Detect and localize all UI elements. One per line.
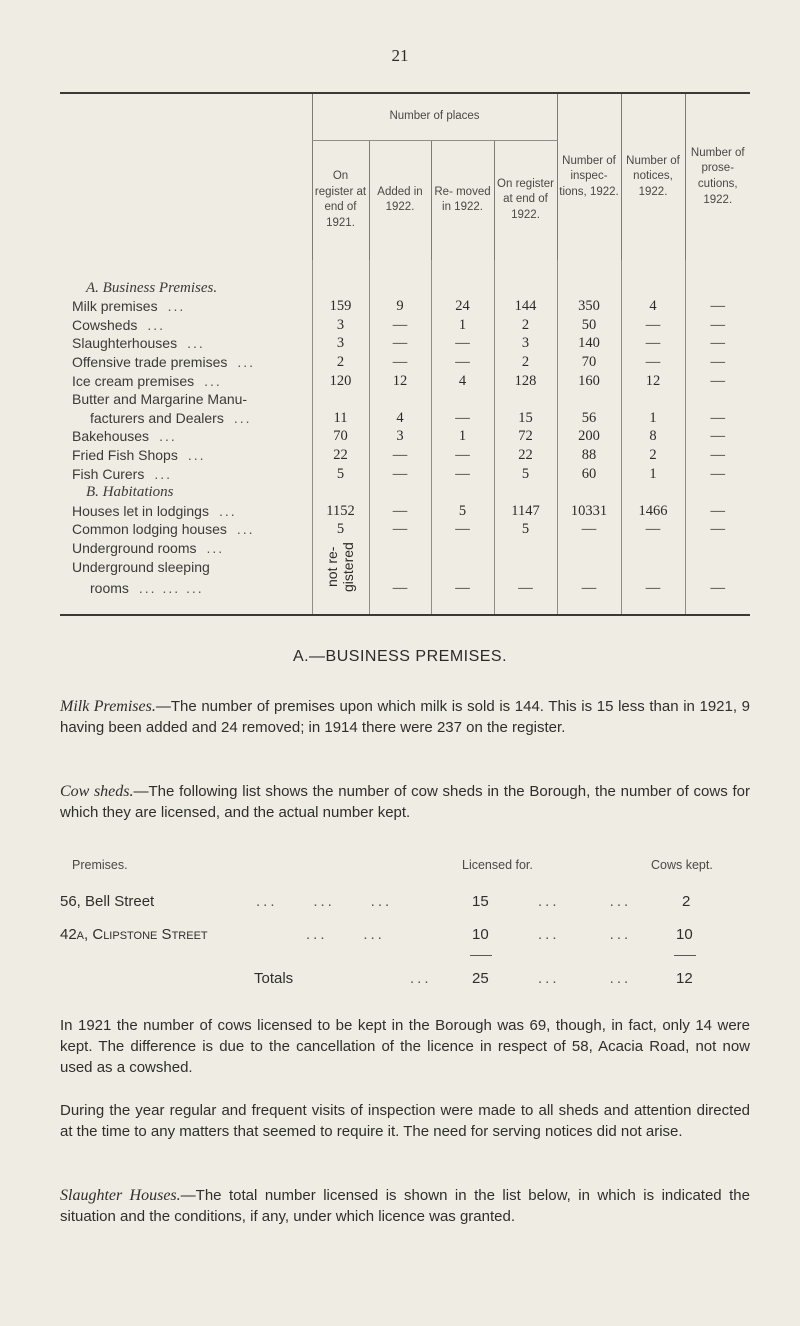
table-cell bbox=[621, 558, 685, 577]
table-cell: — bbox=[431, 465, 494, 484]
number-of-places-header: Number of places bbox=[312, 94, 557, 140]
table-cell: — bbox=[369, 353, 431, 372]
leader-dots: ... ... bbox=[538, 893, 632, 910]
table-cell: — bbox=[431, 446, 494, 465]
table-cell: 5 bbox=[494, 465, 557, 484]
leader-dots: ... ... bbox=[538, 970, 632, 987]
row-label bbox=[60, 390, 312, 409]
table-row bbox=[60, 539, 750, 558]
row-label bbox=[60, 520, 312, 539]
cows-kept-header: Cows kept. bbox=[651, 858, 713, 872]
table-row bbox=[60, 316, 750, 335]
table-cell: — bbox=[685, 372, 750, 391]
table-cell: 120 bbox=[312, 372, 369, 391]
table-cell: 144 bbox=[494, 297, 557, 316]
table-cell: — bbox=[621, 576, 685, 600]
row-label-text: Fish Curers bbox=[72, 465, 145, 482]
table-cell: 4 bbox=[369, 409, 431, 428]
row-label-text: Cowsheds bbox=[72, 316, 138, 333]
table-cell: — bbox=[431, 353, 494, 372]
table-cell: 3 bbox=[494, 334, 557, 353]
table-cell: 88 bbox=[557, 446, 621, 465]
leader-dots: ... ... bbox=[538, 926, 632, 943]
leader-dots: ... bbox=[233, 409, 252, 426]
table-cell: — bbox=[431, 334, 494, 353]
leader-dots: ... ... ... bbox=[256, 893, 393, 910]
paragraph-visits: During the year regular and frequent visits of inspection were made to all sheds and attention directed at the time to any matters that seemed to require it. The need for serving notices did not arise. bbox=[60, 1102, 750, 1140]
milk-premises-text: —The number of premises upon which milk is sold is 144. This is 15 less than in 1921, 9 having been added and 24 removed; in 1914 there were 237 on the register. bbox=[60, 698, 751, 736]
table-row bbox=[60, 558, 750, 577]
table-cell: 2 bbox=[621, 446, 685, 465]
table-cell: — bbox=[685, 465, 750, 484]
table-row bbox=[60, 353, 750, 372]
table-cell: 2 bbox=[494, 316, 557, 335]
premises-cell: 56, Bell Street bbox=[60, 893, 155, 910]
table-cell: — bbox=[685, 297, 750, 316]
kept-cell: 2 bbox=[682, 893, 691, 910]
totals-row bbox=[60, 970, 750, 990]
leader-dots: ... bbox=[204, 372, 222, 389]
table-cell: 60 bbox=[557, 465, 621, 484]
row-label-text: Underground rooms bbox=[72, 539, 197, 556]
table-cell bbox=[494, 390, 557, 409]
table-cell: 4 bbox=[431, 372, 494, 391]
table-cell bbox=[369, 390, 431, 409]
table-row bbox=[60, 893, 750, 913]
table-cell: 160 bbox=[557, 372, 621, 391]
table-cell: — bbox=[557, 576, 621, 600]
row-label-text: rooms bbox=[90, 579, 129, 596]
table-cell: — bbox=[369, 334, 431, 353]
table-cell: 3 bbox=[369, 427, 431, 446]
leader-dots: ... ... bbox=[306, 926, 385, 943]
table-cell: 72 bbox=[494, 427, 557, 446]
table-cell: — bbox=[557, 520, 621, 539]
table-cell: — bbox=[621, 316, 685, 335]
table-cell: 5 bbox=[312, 520, 369, 539]
table-cell: 56 bbox=[557, 409, 621, 428]
table-cell: 22 bbox=[312, 446, 369, 465]
table-cell: — bbox=[685, 502, 750, 521]
table-row bbox=[60, 483, 750, 502]
leader-dots: ... bbox=[167, 298, 186, 315]
label-column-header bbox=[60, 94, 312, 260]
table-row bbox=[60, 427, 750, 446]
row-label-text: Slaughterhouses bbox=[72, 335, 178, 352]
table-cell bbox=[557, 558, 621, 577]
table-cell: 140 bbox=[557, 334, 621, 353]
row-label bbox=[60, 427, 312, 446]
totals-label: Totals bbox=[254, 970, 294, 987]
leader-dots: ... bbox=[236, 521, 255, 538]
table-row bbox=[60, 576, 750, 600]
not-registered-text: not re- gistered bbox=[323, 541, 356, 592]
table-row bbox=[60, 446, 750, 465]
table-cell: — bbox=[685, 334, 750, 353]
table-cell: 1147 bbox=[494, 502, 557, 521]
table-cell: — bbox=[369, 520, 431, 539]
row-label-text: Underground sleeping bbox=[72, 558, 210, 575]
table-cell: 3 bbox=[312, 334, 369, 353]
table-cell: 4 bbox=[621, 297, 685, 316]
table-cell: 200 bbox=[557, 427, 621, 446]
leader-dots: ... bbox=[206, 539, 225, 556]
table-cell: — bbox=[369, 576, 431, 600]
table-cell: — bbox=[685, 409, 750, 428]
row-label bbox=[60, 372, 312, 391]
table-cell: — bbox=[685, 576, 750, 600]
table-cell: 1 bbox=[431, 427, 494, 446]
kept-cell: 10 bbox=[676, 926, 693, 943]
table-cell: — bbox=[621, 334, 685, 353]
row-label-text: facturers and Dealers bbox=[90, 409, 224, 426]
table-cell: 128 bbox=[494, 372, 557, 391]
row-label-text: Ice cream premises bbox=[72, 372, 195, 389]
table-cell: 70 bbox=[312, 427, 369, 446]
table-row bbox=[60, 372, 750, 391]
leader-dots: ... bbox=[154, 465, 173, 482]
table-cell: 10331 bbox=[557, 502, 621, 521]
table-cell bbox=[431, 558, 494, 577]
row-label bbox=[60, 502, 312, 521]
sum-rule bbox=[674, 955, 696, 956]
table-cell: — bbox=[431, 409, 494, 428]
table-cell: 1 bbox=[431, 316, 494, 335]
cow-sheds-paragraph bbox=[60, 781, 750, 823]
table-row bbox=[60, 926, 750, 946]
row-label-text: Fried Fish Shops bbox=[72, 446, 178, 463]
table-row bbox=[60, 520, 750, 539]
table-cell bbox=[685, 558, 750, 577]
table-cell bbox=[312, 390, 369, 409]
row-label bbox=[60, 316, 312, 335]
table-cell bbox=[621, 390, 685, 409]
row-label bbox=[60, 465, 312, 484]
leader-dots: ... bbox=[159, 428, 177, 445]
leader-dots: ... bbox=[237, 353, 256, 370]
table-cell: — bbox=[494, 576, 557, 600]
leader-dots: ... bbox=[187, 335, 205, 352]
leader-dots: ... ... ... bbox=[138, 579, 204, 596]
added-header: Added in 1922. bbox=[369, 140, 431, 260]
table-cell: — bbox=[369, 465, 431, 484]
notices-header: Number of notices, 1922. bbox=[621, 94, 685, 260]
table-cell bbox=[557, 390, 621, 409]
slaughter-houses-paragraph bbox=[60, 1185, 750, 1227]
row-label bbox=[60, 539, 312, 558]
table-row bbox=[60, 502, 750, 521]
table-cell: 24 bbox=[431, 297, 494, 316]
table-cell bbox=[431, 539, 494, 558]
milk-premises-paragraph bbox=[60, 696, 750, 738]
prosecutions-header: Number of prose- cutions, 1922. bbox=[685, 94, 750, 260]
table-cell: — bbox=[685, 446, 750, 465]
cow-sheds-table bbox=[60, 858, 750, 998]
table-cell: — bbox=[685, 353, 750, 372]
leader-dots: ... bbox=[147, 316, 166, 333]
slaughter-houses-text: —The total number licensed is shown in the list below, in which is indicated the situation and the conditions, if any, under which licence was granted. bbox=[60, 1187, 750, 1225]
licensed-cell: 15 bbox=[472, 893, 489, 910]
row-label bbox=[60, 576, 312, 600]
row-label-text: Milk premises bbox=[72, 298, 158, 315]
milk-premises-title: Milk Premises. bbox=[60, 698, 156, 715]
table-cell: — bbox=[685, 520, 750, 539]
table-cell: — bbox=[369, 502, 431, 521]
row-label-text: Common lodging houses bbox=[72, 521, 227, 538]
row-label bbox=[60, 558, 312, 577]
table-cell: 50 bbox=[557, 316, 621, 335]
section-heading: A.—BUSINESS PREMISES. bbox=[292, 648, 508, 665]
table-cell: 11 bbox=[312, 409, 369, 428]
not-registered-note bbox=[312, 539, 369, 600]
table-row bbox=[60, 334, 750, 353]
table-cell: — bbox=[369, 446, 431, 465]
premises-header: Premises. bbox=[72, 858, 128, 872]
table-cell: 2 bbox=[312, 353, 369, 372]
row-label-text: Bakehouses bbox=[72, 428, 150, 445]
paragraph-1921: In 1921 the number of cows licensed to be kept in the Borough was 69, though, in fact, only 14 were kept. The difference is due to the cancellation of the licence in respect of 58, Acacia Road, not now used as a cowshed. bbox=[60, 1017, 750, 1076]
slaughter-houses-title: Slaughter Houses. bbox=[60, 1187, 181, 1204]
row-label bbox=[60, 334, 312, 353]
table-cell bbox=[621, 539, 685, 558]
table-cell bbox=[369, 558, 431, 577]
row-label bbox=[60, 353, 312, 372]
row-label-text: Houses let in lodgings bbox=[72, 502, 209, 519]
table-cell: — bbox=[369, 316, 431, 335]
leader-dots: ... bbox=[218, 502, 237, 519]
table-cell bbox=[494, 558, 557, 577]
table-cell: — bbox=[685, 427, 750, 446]
sum-rule bbox=[470, 955, 492, 956]
leader-dots: ... bbox=[410, 970, 432, 987]
table-cell: 3 bbox=[312, 316, 369, 335]
totals-licensed: 25 bbox=[472, 970, 489, 987]
table-cell: 70 bbox=[557, 353, 621, 372]
totals-kept: 12 bbox=[676, 970, 693, 987]
table-row bbox=[60, 390, 750, 409]
table-cell: 2 bbox=[494, 353, 557, 372]
on-register-1921-header: On register at end of 1921. bbox=[312, 140, 369, 260]
table-cell bbox=[685, 390, 750, 409]
row-label-text: Butter and Margarine Manu- bbox=[72, 391, 248, 408]
table-cell: — bbox=[431, 576, 494, 600]
table-cell: 9 bbox=[369, 297, 431, 316]
table-row bbox=[60, 465, 750, 484]
table-cell bbox=[369, 539, 431, 558]
section-b-title: B. Habitations bbox=[86, 484, 174, 501]
table-cell: 159 bbox=[312, 297, 369, 316]
row-label-text: Offensive trade premises bbox=[72, 353, 228, 370]
table-cell: 1 bbox=[621, 465, 685, 484]
table-cell bbox=[685, 539, 750, 558]
removed-header: Re- moved in 1922. bbox=[431, 140, 494, 260]
page-number: 21 bbox=[391, 46, 409, 65]
row-label bbox=[60, 297, 312, 316]
section-a-title: A. Business Premises. bbox=[86, 279, 218, 296]
table-cell bbox=[557, 539, 621, 558]
table-cell: — bbox=[621, 353, 685, 372]
cow-sheds-title: Cow sheds. bbox=[60, 783, 134, 800]
table-cell: 12 bbox=[369, 372, 431, 391]
table-cell: 1466 bbox=[621, 502, 685, 521]
inspections-header: Number of inspec- tions, 1922. bbox=[557, 94, 621, 260]
premises-cell: 42a, Clipstone Street bbox=[60, 926, 208, 943]
licensed-header: Licensed for. bbox=[462, 858, 533, 872]
table-cell: 1152 bbox=[312, 502, 369, 521]
table-row bbox=[60, 409, 750, 428]
table-cell: 22 bbox=[494, 446, 557, 465]
table-row bbox=[60, 297, 750, 316]
premises-table bbox=[60, 92, 750, 616]
leader-dots: ... bbox=[187, 446, 206, 463]
table-cell: 350 bbox=[557, 297, 621, 316]
row-label bbox=[60, 409, 312, 428]
table-cell: 5 bbox=[494, 520, 557, 539]
table-body bbox=[60, 260, 750, 615]
table-cell: 5 bbox=[312, 465, 369, 484]
table-cell: 1 bbox=[621, 409, 685, 428]
table-cell bbox=[431, 390, 494, 409]
table-cell: — bbox=[431, 520, 494, 539]
table-cell bbox=[494, 539, 557, 558]
table-cell: 5 bbox=[431, 502, 494, 521]
on-register-1922-header: On register at end of 1922. bbox=[494, 140, 557, 260]
licensed-cell: 10 bbox=[472, 926, 489, 943]
table-cell: — bbox=[621, 520, 685, 539]
table-cell: — bbox=[685, 316, 750, 335]
table-cell: 15 bbox=[494, 409, 557, 428]
row-label bbox=[60, 446, 312, 465]
cow-sheds-text: —The following list shows the number of cow sheds in the Borough, the number of cows for which they are licensed, and the actual number kept. bbox=[60, 783, 750, 821]
table-cell: 12 bbox=[621, 372, 685, 391]
table-cell: 8 bbox=[621, 427, 685, 446]
